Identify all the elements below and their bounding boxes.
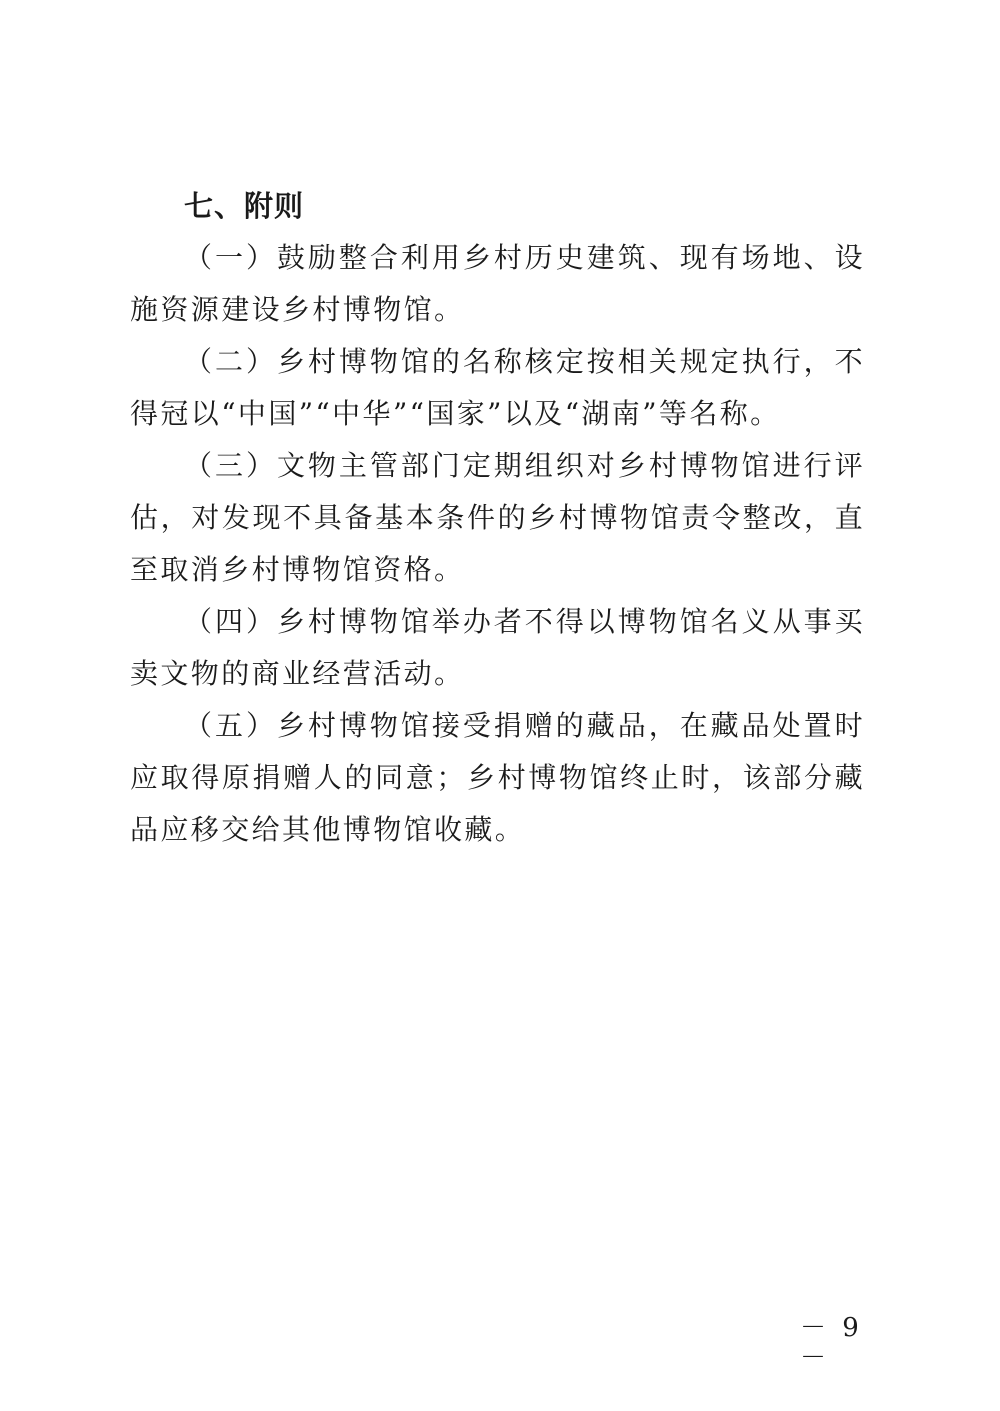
paragraph-1: （一）鼓励整合利用乡村历史建筑、现有场地、设施资源建设乡村博物馆。 [130, 241, 865, 326]
section-heading: 七、附则 [184, 189, 305, 223]
paragraph-5: （五）乡村博物馆接受捐赠的藏品，在藏品处置时应取得原捐赠人的同意；乡村博物馆终止时，该部分藏品应移交给其他博物馆收藏。 [130, 709, 865, 846]
page-number: － 9 － [800, 1313, 863, 1373]
page-body [130, 180, 865, 856]
paragraph-4: （四）乡村博物馆举办者不得以博物馆名义从事买卖文物的商业经营活动。 [130, 605, 865, 690]
paragraph-2: （二）乡村博物馆的名称核定按相关规定执行，不得冠以“中国”“中华”“国家”以及“湖南”等名称。 [130, 345, 865, 430]
paragraph-3: （三）文物主管部门定期组织对乡村博物馆进行评估，对发现不具备基本条件的乡村博物馆责令整改，直至取消乡村博物馆资格。 [130, 449, 865, 586]
